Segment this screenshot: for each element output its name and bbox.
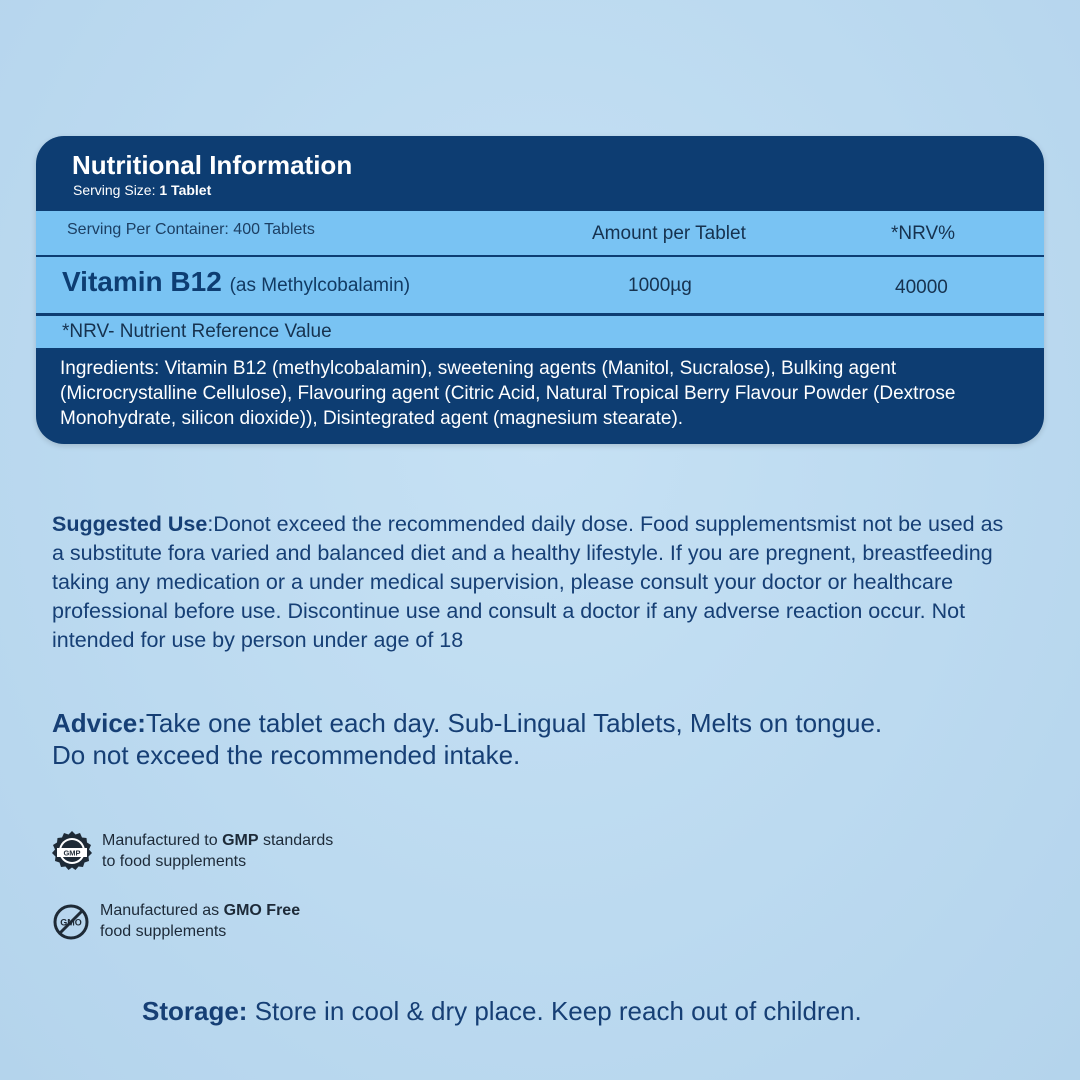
serving-size xyxy=(73,182,211,198)
advice-line-1 xyxy=(52,707,1032,739)
gmp-line-2: to food supplements xyxy=(102,853,247,870)
gmo-bold: GMO Free xyxy=(223,902,301,919)
panel-title: Nutritional Information xyxy=(72,150,353,180)
vitamin-form: (as Methylcobalamin) xyxy=(229,275,411,296)
storage-text: Store in cool & dry place. Keep reach out of children. xyxy=(247,996,862,1026)
gmo-seal-text: GMO xyxy=(60,917,82,928)
advice-line-2: Do not exceed the recommended intake. xyxy=(52,740,521,770)
amount-column-header: Amount per Tablet xyxy=(592,223,746,244)
gmp-badge xyxy=(51,830,333,872)
serving-size-value: 1 Tablet xyxy=(159,182,212,198)
gmp-line-1 xyxy=(102,830,333,851)
storage xyxy=(142,996,862,1027)
suggested-use-label: Suggested Use xyxy=(52,512,208,536)
gmo-badge-text xyxy=(100,900,300,942)
serving-per-container: Serving Per Container: 400 Tablets xyxy=(67,221,315,238)
storage-label: Storage: xyxy=(142,996,248,1026)
gmp-seal-icon xyxy=(51,830,93,872)
serving-size-label: Serving Size: xyxy=(73,182,160,198)
suggested-use xyxy=(52,510,1012,655)
gmp-post: standards xyxy=(258,832,334,849)
vitamin-amount: 1000µg xyxy=(628,275,692,296)
gmo-line-1 xyxy=(100,900,300,921)
gmp-pre: Manufactured to xyxy=(102,832,223,849)
gmp-badge-text xyxy=(102,830,333,872)
suggested-use-text: :Donot exceed the recommended daily dose. Food supplementsmist not be used as a substitute fora varied and balanced diet and a healthy lifestyle. If you are pregnent, breastfeeding taking any medication or a under medical supervision, please consult your doctor or healthcare professional before use. Discontinue use and consult a doctor if any adverse reaction occur. Not intended for use by person under age of 18 xyxy=(52,512,1004,652)
vitamin-nrv: 40000 xyxy=(895,277,948,298)
nutrition-panel xyxy=(36,136,1044,444)
advice xyxy=(52,707,1032,771)
no-gmo-icon xyxy=(51,902,91,942)
table-header-row xyxy=(36,210,1044,255)
gmo-line-2: food supplements xyxy=(100,923,227,940)
nrv-note-row xyxy=(36,316,1044,348)
vitamin-name xyxy=(62,266,410,298)
gmp-bold: GMP xyxy=(222,832,259,849)
table-row xyxy=(36,257,1044,313)
vitamin-name-text: Vitamin B12 xyxy=(62,266,222,297)
gmp-seal-text: GMP xyxy=(63,848,81,858)
advice-label: Advice: xyxy=(52,708,146,738)
nrv-column-header: *NRV% xyxy=(891,223,956,244)
nrv-note: *NRV- Nutrient Reference Value xyxy=(62,321,332,342)
ingredients-text: Ingredients: Vitamin B12 (methylcobalamin), sweetening agents (Manitol, Sucralose), Bulking agent (Microcrystalline Cellulose), Flavouring agent (Citric Acid, Natural Tropical Berry Flavour Powder (Dextrose Monohydrate, silicon dioxide)), Disintegrated agent (magnesium stearate). xyxy=(60,358,956,429)
gmo-pre: Manufactured as xyxy=(100,902,224,919)
advice-text-1: Take one tablet each day. Sub-Lingual Tablets, Melts on tongue. xyxy=(145,708,883,738)
gmo-badge xyxy=(51,900,300,942)
